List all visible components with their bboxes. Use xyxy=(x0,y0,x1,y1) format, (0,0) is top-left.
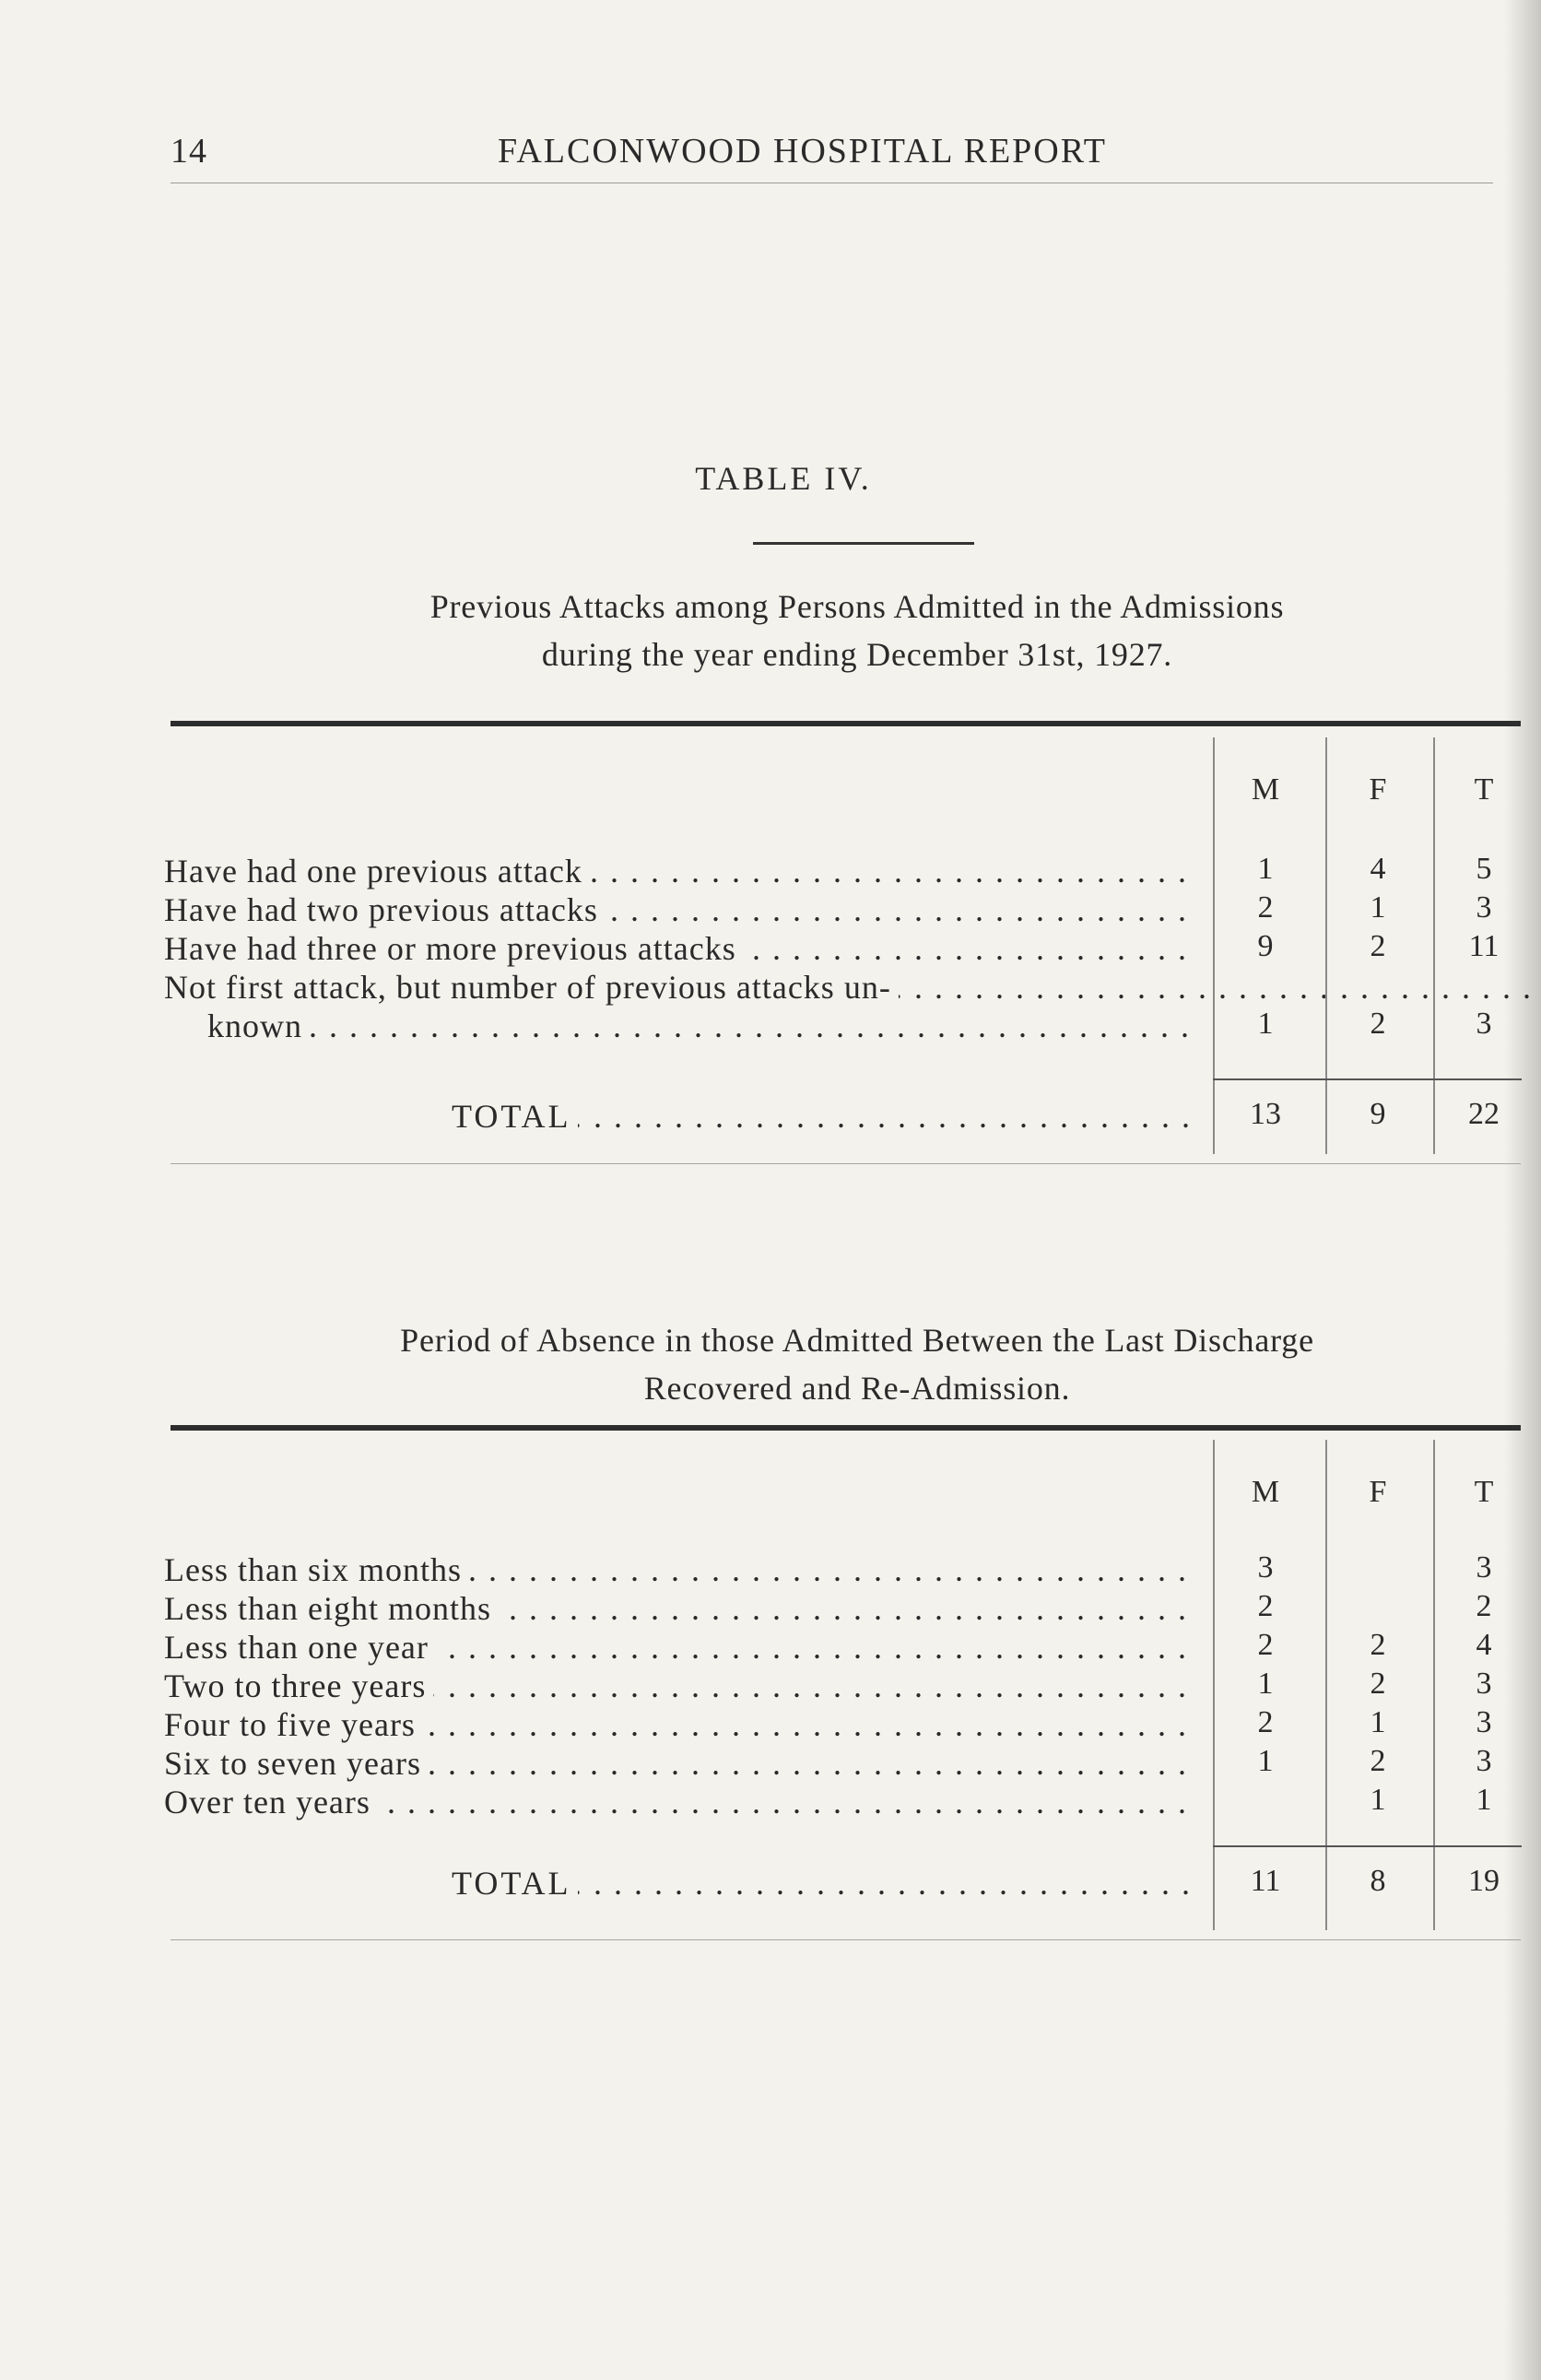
cell-t: 3 xyxy=(1476,1550,1492,1585)
table-row xyxy=(0,890,1541,929)
row-label: Less than six months xyxy=(164,1551,469,1588)
table-row xyxy=(0,1628,1541,1667)
cell-f: 2 xyxy=(1370,1628,1386,1662)
table2-total-rule xyxy=(1213,1845,1522,1847)
table-row xyxy=(0,852,1541,890)
table2-caption-line2: Recovered and Re-Admission. xyxy=(643,1370,1071,1407)
table-row xyxy=(0,929,1541,968)
total-t: 19 xyxy=(1468,1864,1500,1898)
cell-t: 5 xyxy=(1476,852,1492,886)
table2-top-rule xyxy=(171,1425,1521,1431)
total-f: 8 xyxy=(1370,1864,1386,1898)
total-t: 22 xyxy=(1468,1097,1500,1131)
page-header xyxy=(171,122,1498,177)
table-title: TABLE IV. xyxy=(695,460,872,497)
row-label: Not first attack, but number of previous attacks un- xyxy=(164,969,899,1006)
table2-col-header-f: F xyxy=(1369,1475,1387,1509)
cell-f: 4 xyxy=(1370,852,1386,886)
table2-bottom-rule xyxy=(171,1939,1521,1940)
cell-m: 9 xyxy=(1257,929,1274,963)
table-row xyxy=(0,1007,1541,1045)
row-label: Two to three years xyxy=(164,1667,433,1704)
cell-m: 1 xyxy=(1257,1667,1274,1701)
cell-m: 2 xyxy=(1257,1628,1274,1662)
title-rule xyxy=(753,542,974,545)
cell-t: 3 xyxy=(1476,1667,1492,1701)
total-label: TOTAL xyxy=(452,1098,578,1135)
table2-col-header-m: M xyxy=(1251,1475,1280,1509)
row-label: Have had two previous attacks xyxy=(164,891,606,928)
table-row xyxy=(0,1783,1541,1821)
cell-m: 2 xyxy=(1257,890,1274,925)
row-label: Over ten years xyxy=(164,1784,378,1820)
cell-f: 2 xyxy=(1370,929,1386,963)
table1-col-header-f: F xyxy=(1369,772,1387,807)
cell-t: 3 xyxy=(1476,1705,1492,1739)
row-label: Have had three or more previous attacks xyxy=(164,930,744,967)
cell-t: 3 xyxy=(1476,890,1492,925)
running-title: FALCONWOOD HOSPITAL REPORT xyxy=(498,132,1108,171)
cell-t: 1 xyxy=(1476,1783,1492,1817)
cell-f: 2 xyxy=(1370,1007,1386,1041)
page-number: 14 xyxy=(171,132,207,171)
cell-f: 2 xyxy=(1370,1744,1386,1778)
table2-col-header-t: T xyxy=(1474,1475,1494,1509)
table1-caption xyxy=(212,583,1502,678)
cell-f: 1 xyxy=(1370,1783,1386,1817)
table-row xyxy=(0,1705,1541,1744)
cell-t: 11 xyxy=(1468,929,1500,963)
table1-top-rule xyxy=(171,721,1521,726)
table-row xyxy=(0,1667,1541,1705)
total-f: 9 xyxy=(1370,1097,1386,1131)
cell-f: 1 xyxy=(1370,1705,1386,1739)
table1-col-header-m: M xyxy=(1251,772,1280,807)
page-edge-shadow xyxy=(1504,0,1541,2380)
table1-col-header-t: T xyxy=(1474,772,1494,807)
cell-m: 2 xyxy=(1257,1705,1274,1739)
row-label: Six to seven years xyxy=(164,1745,429,1782)
cell-m: 1 xyxy=(1257,1744,1274,1778)
cell-t: 3 xyxy=(1476,1007,1492,1041)
table1-caption-line2: during the year ending December 31st, 1927. xyxy=(541,636,1173,673)
row-label: Have had one previous attack xyxy=(164,853,590,890)
table1-total-rule xyxy=(1213,1078,1522,1080)
row-label: Less than one year xyxy=(164,1629,436,1666)
total-m: 11 xyxy=(1250,1864,1281,1898)
total-m: 13 xyxy=(1250,1097,1281,1131)
table1-total-row xyxy=(0,1097,1541,1136)
cell-f: 2 xyxy=(1370,1667,1386,1701)
table-row xyxy=(0,1550,1541,1589)
table1-caption-line1: Previous Attacks among Persons Admitted in the Admissions xyxy=(429,588,1285,625)
table-row xyxy=(0,968,1541,1007)
cell-t: 3 xyxy=(1476,1744,1492,1778)
cell-m: 1 xyxy=(1257,1007,1274,1041)
cell-t: 4 xyxy=(1476,1628,1492,1662)
cell-m: 1 xyxy=(1257,852,1274,886)
table2-total-row xyxy=(0,1864,1541,1903)
table-row xyxy=(0,1589,1541,1628)
cell-f: 1 xyxy=(1370,890,1386,925)
table2-caption xyxy=(212,1316,1502,1412)
total-label: TOTAL xyxy=(452,1865,578,1902)
table-row xyxy=(0,1744,1541,1783)
row-label: Four to five years xyxy=(164,1706,423,1743)
table2-caption-line1: Period of Absence in those Admitted Between the Last Discharge xyxy=(400,1322,1314,1359)
cell-t: 2 xyxy=(1476,1589,1492,1623)
cell-m: 2 xyxy=(1257,1589,1274,1623)
cell-m: 3 xyxy=(1257,1550,1274,1585)
row-label: known xyxy=(207,1007,310,1044)
row-label: Less than eight months xyxy=(164,1590,499,1627)
table1-bottom-rule xyxy=(171,1163,1521,1164)
